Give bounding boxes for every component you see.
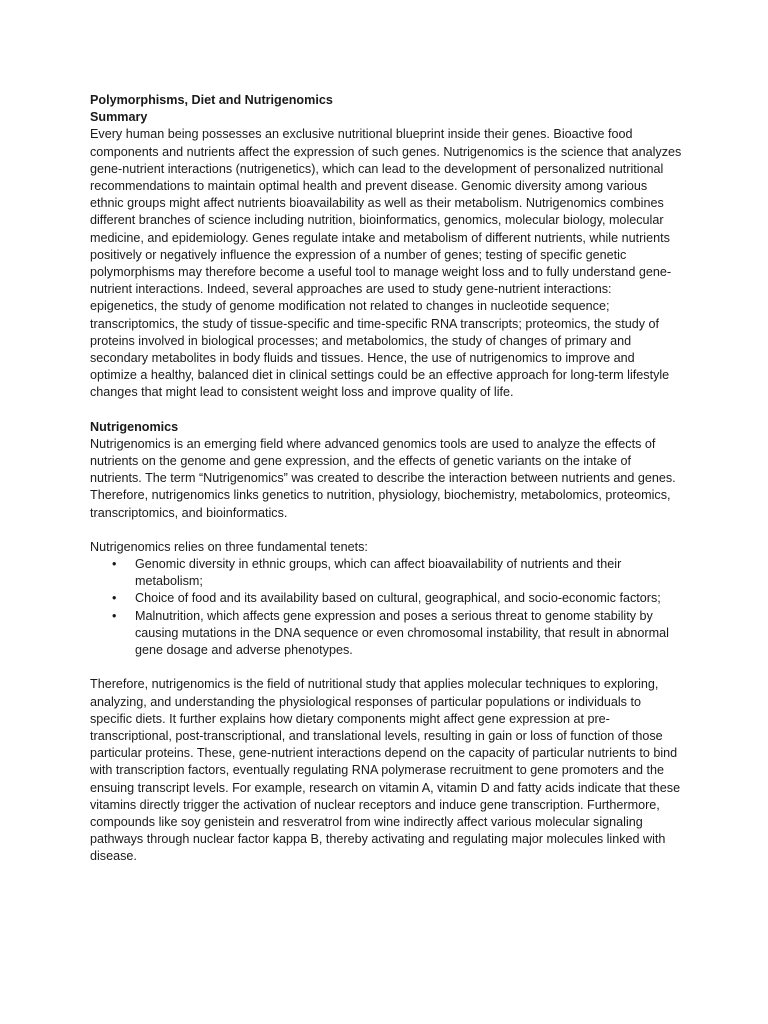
document-page <box>90 92 682 866</box>
summary-paragraph: Every human being possesses an exclusive nutritional blueprint inside their genes. Bioactive food components and nutrients affect the expression of such genes. Nutrigenomics is the science that analyzes gene-nutrient interactions (nutrigenetics), which can lead to the development of personalized nutritional recommendations to maintain optimal health and prevent disease. Genomic diversity among various ethnic groups might affect nutrients bioavailability as well as their metabolism. Nutrigenomics combines different branches of science including nutrition, bioinformatics, genomics, molecular biology, molecular medicine, and epidemiology. Genes regulate intake and metabolism of different nutrients, while nutrients positively or negatively influence the expression of a number of genes; testing of specific genetic polymorphisms may therefore become a useful tool to manage weight loss and to fully understand gene-nutrient interactions. Indeed, several approaches are used to study gene-nutrient interactions: epigenetics, the study of genome modification not related to changes in nucleotide sequence; transcriptomics, the study of tissue-specific and time-specific RNA transcripts; proteomics, the study of proteins involved in biological processes; and metabolomics, the study of changes of primary and secondary metabolites in body fluids and tissues. Hence, the use of nutrigenomics to improve and optimize a healthy, balanced diet in clinical settings could be an effective approach for long-term lifestyle changes that might lead to consistent weight loss and improve quality of life. <box>90 127 682 400</box>
list-item <box>90 590 682 607</box>
list-item <box>90 608 682 660</box>
document-title: Polymorphisms, Diet and Nutrigenomics <box>90 93 333 107</box>
section-spacer <box>90 402 682 419</box>
summary-heading: Summary <box>90 110 148 125</box>
closing-paragraph: Therefore, nutrigenomics is the field of nutritional study that applies molecular techniques to exploring, analyzing, and understanding the physiological responses of particular populations or individuals to specific diets. It further explains how dietary components might affect gene expression at pre-transcriptional, post-transcriptional, and translational levels, resulting in gain or loss of function of those particular proteins. These, gene-nutrient interactions depend on the capacity of particular nutrients to bind with transcription factors, eventually regulating RNA polymerase recruitment to gene promoters and the ensuing transcript levels. For example, research on vitamin A, vitamin D and fatty acids indicate that these vitamins directly trigger the activation of nuclear receptors and induce gene transcription. Furthermore, compounds like soy genistein and resveratrol from wine indirectly affect various molecular signaling pathways through nuclear factor kappa B, thereby activating and regulating major molecules linked with disease. <box>90 677 681 864</box>
tenet-text: Genomic diversity in ethnic groups, which can affect bioavailability of nutrients and their metabolism; <box>135 557 622 589</box>
tenet-text: Malnutrition, which affects gene expression and poses a serious threat to genome stability by causing mutations in the DNA sequence or even chromosomal instability, that result in abnormal gene dosage and adverse phenotypes. <box>135 608 669 658</box>
bullet-icon: • <box>112 557 117 572</box>
nutrigenomics-heading: Nutrigenomics <box>90 419 179 434</box>
nutrigenomics-paragraph: Nutrigenomics is an emerging field where advanced genomics tools are used to analyze the effects of nutrients on the genome and gene expression, and the effects of genetic variants on the intake of nutrients. The term “Nutrigenomics” was created to describe the interaction between nutrients and genes. Therefore, nutrigenomics links genetics to nutrition, physiology, biochemistry, metabolomics, proteomics, transcriptomics, and bioinformatics. <box>90 436 676 520</box>
tenet-text: Choice of food and its availability based on cultural, geographical, and socio-economic factors; <box>135 591 661 606</box>
tenets-list <box>90 556 682 659</box>
section-spacer <box>90 659 682 676</box>
bullet-icon: • <box>112 591 117 606</box>
tenets-intro: Nutrigenomics relies on three fundamental tenets: <box>90 539 368 554</box>
list-item <box>90 556 682 590</box>
section-spacer <box>90 522 682 539</box>
bullet-icon: • <box>112 608 117 623</box>
